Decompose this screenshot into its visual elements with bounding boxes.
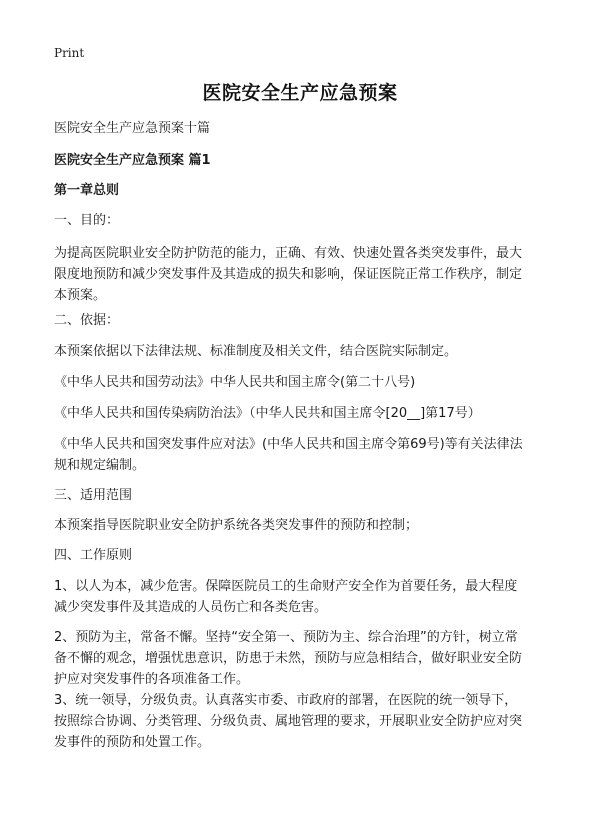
document-subtitle: 医院安全生产应急预案十篇 xyxy=(54,121,211,136)
law-reference-paragraph xyxy=(54,434,550,476)
principle-line: 备不懈的观念，增强忧患意识，防患于未然，预防与应急相结合，做好职业安全防 xyxy=(54,651,523,666)
law-reference: 《中华人民共和国传染病防治法》（中华人民共和国主席令[20__]第17号） xyxy=(54,406,481,421)
principle-line: 2、预防为主，常备不懈。坚持“安全第一、预防为主、综合治理”的方针，树立常 xyxy=(54,630,518,645)
law-reference: 《中华人民共和国劳动法》中华人民共和国主席令(第二十八号) xyxy=(54,375,416,390)
print-label: Print xyxy=(54,46,85,60)
principle-paragraph xyxy=(54,627,550,690)
principle-line: 3、统一领导，分级负责。认真落实市委、市政府的部署，在医院的统一领导下， xyxy=(54,693,518,708)
section-heading-purpose: 一、目的： xyxy=(54,213,120,228)
principle-line: 发事件的预防和处置工作。 xyxy=(54,735,211,750)
document-title: 医院安全生产应急预案 xyxy=(202,82,398,104)
section-heading-scope: 三、适用范围 xyxy=(54,488,133,503)
principle-line: 护应对突发事件的各项准备工作。 xyxy=(54,672,250,687)
law-reference-line: 《中华人民共和国突发事件应对法》(中华人民共和国主席令第69号)等有关法律法 xyxy=(54,437,523,452)
principle-paragraph xyxy=(54,690,550,753)
purpose-line: 限度地预防和减少突发事件及其造成的损失和影响，保证医院正常工作秩序，制定 xyxy=(54,267,523,282)
scope-paragraph: 本预案指导医院职业安全防护系统各类突发事件的预防和控制； xyxy=(54,518,419,533)
chapter-heading: 第一章总则 xyxy=(54,183,120,198)
principle-line: 减少突发事件及其造成的人员伤亡和各类危害。 xyxy=(54,600,328,615)
principle-paragraph xyxy=(54,576,550,618)
purpose-line: 为提高医院职业安全防护防范的能力，正确、有效、快速处置各类突发事件，最大 xyxy=(54,246,523,261)
principle-line: 1、以人为本，减少危害。保障医院员工的生命财产安全作为首要任务，最大程度 xyxy=(54,579,518,594)
basis-intro: 本预案依据以下法律法规、标准制度及相关文件，结合医院实际制定。 xyxy=(54,344,458,359)
section-heading-principles: 四、工作原则 xyxy=(54,548,133,563)
principle-line: 按照综合协调、分类管理、分级负责、属地管理的要求，开展职业安全防护应对突 xyxy=(54,714,523,729)
purpose-paragraph xyxy=(54,243,550,306)
law-reference-line: 规和规定编制。 xyxy=(54,458,146,473)
section-heading-basis: 二、依据： xyxy=(54,313,120,328)
part-heading: 医院安全生产应急预案 篇1 xyxy=(54,153,211,168)
purpose-line: 本预案。 xyxy=(54,288,107,303)
